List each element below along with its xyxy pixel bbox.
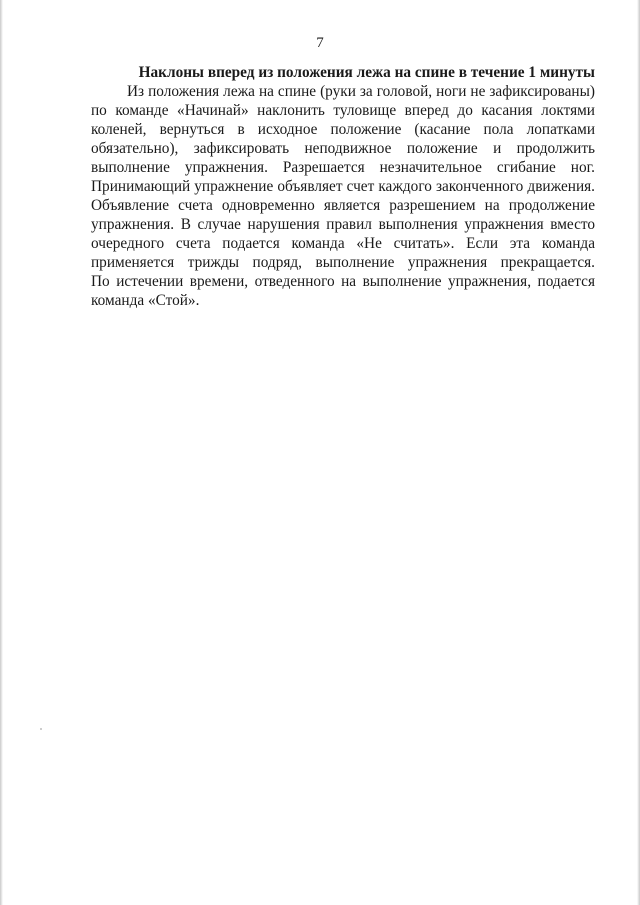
paragraph-line: Объявление счета одновременно является разрешением на продолжение bbox=[91, 197, 595, 214]
page-number: 7 bbox=[316, 35, 324, 51]
paragraph-line: коленей, вернуться в исходное положение (касание пола лопатками bbox=[91, 121, 595, 138]
paragraph-line: упражнения. В случае нарушения правил выполнения упражнения вместо bbox=[91, 216, 595, 233]
paragraph-line: обязательно), зафиксировать неподвижное положение и продолжить bbox=[91, 140, 595, 157]
section-heading: Наклоны вперед из положения лежа на спине в течение 1 минуты bbox=[138, 64, 595, 81]
paragraph-line: команда «Стой». bbox=[91, 292, 200, 309]
paragraph-line: выполнение упражнения. Разрешается незначительное сгибание ног. bbox=[91, 159, 595, 176]
paragraph-line: По истечении времени, отведенного на выполнение упражнения, подается bbox=[91, 273, 595, 290]
paragraph-line: Из положения лежа на спине (руки за головой, ноги не зафиксированы) bbox=[127, 83, 595, 100]
paragraph-line: применяется трижды подряд, выполнение упражнения прекращается. bbox=[91, 254, 595, 271]
scan-speck bbox=[40, 728, 42, 730]
scan-edge-left bbox=[0, 0, 3, 905]
body-paragraph bbox=[91, 82, 595, 310]
paragraph-line: Принимающий упражнение объявляет счет каждого законченного движения. bbox=[91, 178, 595, 195]
paragraph-line: очередного счета подается команда «Не считать». Если эта команда bbox=[91, 235, 595, 252]
paragraph-line: по команде «Начинай» наклонить туловище вперед до касания локтями bbox=[91, 102, 595, 119]
